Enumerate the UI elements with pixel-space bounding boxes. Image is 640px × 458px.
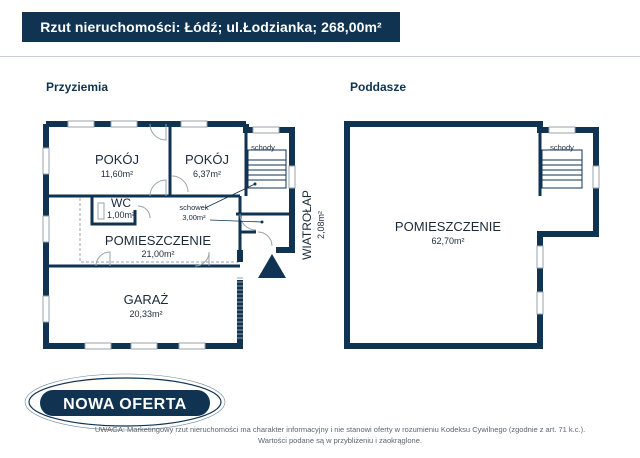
entrance-arrow-icon bbox=[258, 254, 286, 278]
room-pomieszczenie-area: 21,00m² bbox=[141, 249, 175, 259]
room-wc-name: WC bbox=[111, 196, 131, 210]
attic-floor-plan bbox=[347, 124, 599, 346]
room-wc-area: 1,00m² bbox=[106, 210, 136, 220]
room-schowek-name: schowek bbox=[179, 203, 209, 212]
attic-floor-label: Poddasze bbox=[350, 80, 407, 94]
disclaimer bbox=[50, 424, 630, 446]
window-icon bbox=[289, 166, 295, 188]
attic-stairs bbox=[542, 143, 582, 188]
window-icon bbox=[593, 166, 599, 188]
window-icon bbox=[181, 121, 207, 127]
room-pokoj-area: 11,60m² bbox=[100, 169, 134, 179]
attic-room-area: 62,70m² bbox=[431, 236, 465, 246]
disclaimer-line-2: Wartości podane są w przybliżeniu i zaokrąglone. bbox=[258, 436, 422, 445]
window-icon bbox=[131, 343, 157, 349]
leader-dot bbox=[261, 221, 264, 224]
attic-room-name: POMIESZCZENIE bbox=[394, 219, 502, 234]
wiatrolap-leader-line bbox=[210, 220, 262, 222]
ground-floor-label: Przyziemia bbox=[46, 80, 109, 94]
stairs-icon bbox=[248, 150, 286, 188]
window-icon bbox=[253, 127, 279, 133]
nowa-oferta-badge bbox=[25, 374, 225, 430]
room-garaz-name: GARAŻ bbox=[123, 292, 169, 307]
page-title: Rzut nieruchomości: Łódź; ul.Łodzianka; 268,00m² bbox=[22, 12, 400, 42]
room-schowek-area: 3,00m² bbox=[182, 213, 206, 222]
window-icon bbox=[43, 148, 49, 174]
window-icon bbox=[85, 343, 111, 349]
room-pokoj2-area: 6,37m² bbox=[192, 169, 222, 179]
room-garaz-area: 20,33m² bbox=[129, 309, 163, 319]
room-wiatrolap-area: 2,08m² bbox=[316, 210, 326, 240]
window-icon bbox=[537, 246, 543, 268]
room-pokoj2-name: POKÓJ bbox=[184, 152, 230, 167]
window-icon bbox=[43, 296, 49, 322]
window-icon bbox=[549, 127, 575, 133]
window-icon bbox=[537, 292, 543, 314]
room-pokoj-name: POKÓJ bbox=[94, 152, 140, 167]
room-wiatrolap-name: WIATROŁAP bbox=[300, 190, 314, 260]
window-icon bbox=[179, 343, 205, 349]
disclaimer-line-1: UWAGA: Marketingowy rzut nieruchomości ma charakter informacyjny i nie stanowi oferty w rozumieniu Kodeksu Cywilnego (zgodnie z art. 71 k.c.). bbox=[94, 425, 586, 434]
ground-floor-plan bbox=[43, 121, 326, 349]
leader-dot bbox=[254, 183, 257, 186]
stairs-icon bbox=[542, 150, 582, 188]
stairs-label: schody bbox=[251, 143, 275, 152]
room-pomieszczenie-name: POMIESZCZENIE bbox=[104, 233, 212, 248]
window-icon bbox=[68, 121, 94, 127]
badge-text: NOWA OFERTA bbox=[63, 396, 187, 413]
window-icon bbox=[111, 121, 137, 127]
window-icon bbox=[98, 203, 104, 219]
attic-stairs-label: schody bbox=[550, 143, 574, 152]
ground-stairs bbox=[248, 143, 286, 188]
window-icon bbox=[43, 216, 49, 242]
